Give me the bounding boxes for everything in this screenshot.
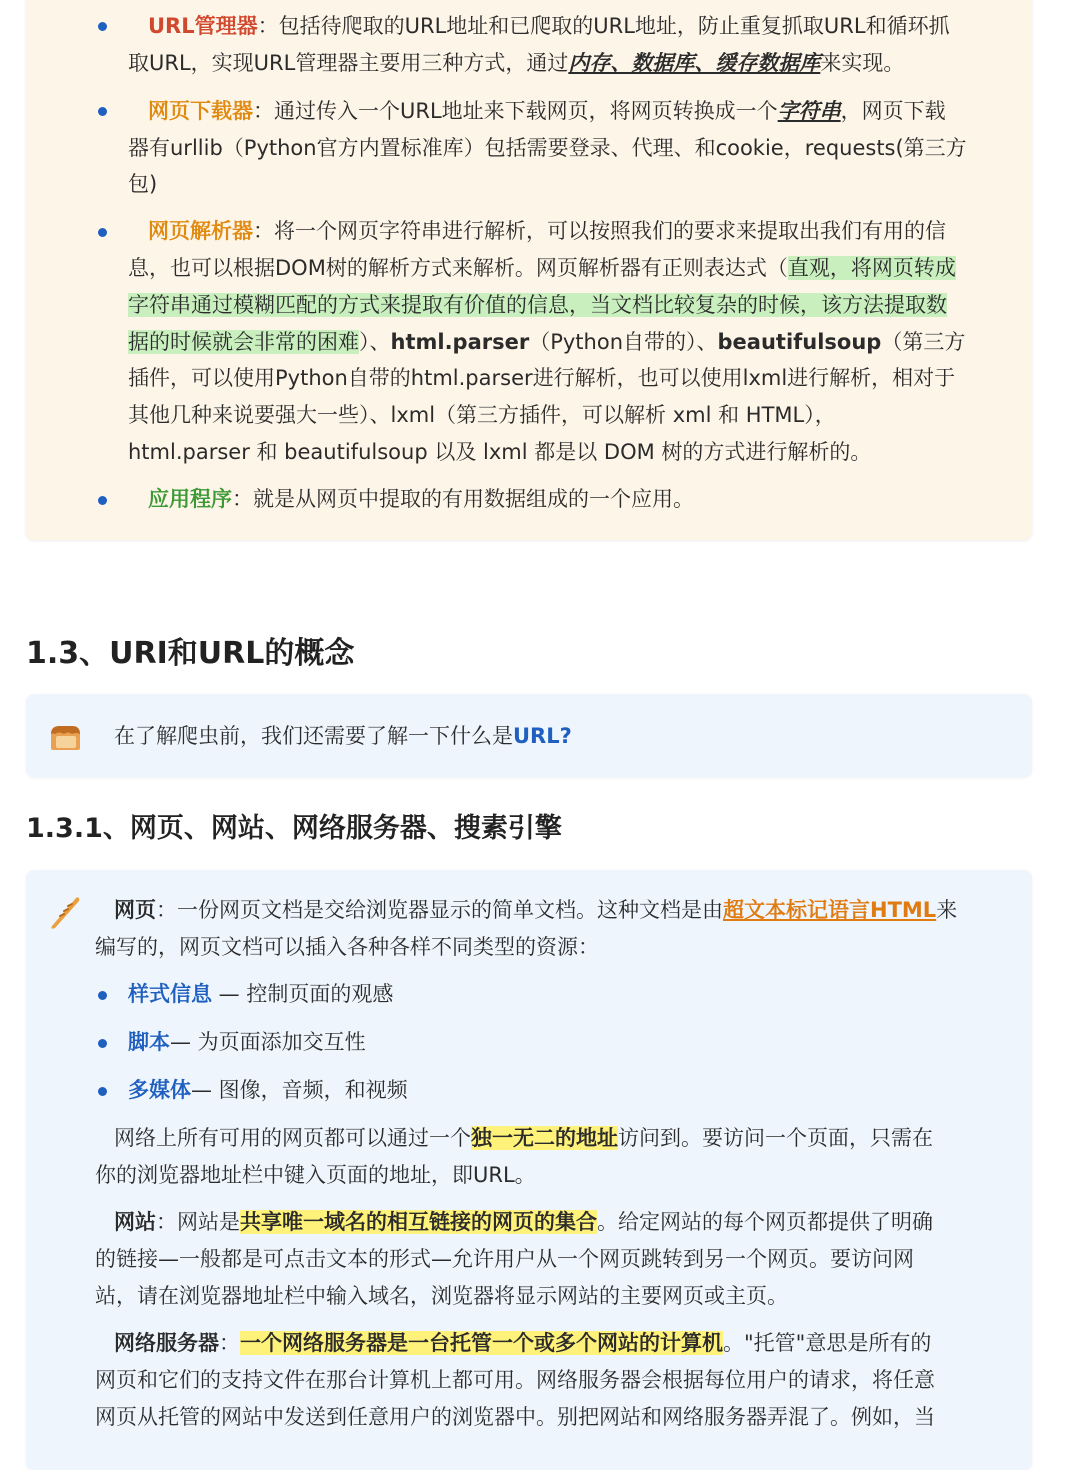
modules-item-parser-line2: 息，也可以根据DOM树的解析方式来解析。网页解析器有正则表达式（直观，将网页转成	[128, 256, 956, 280]
section-heading-uri-url: 1.3、URI和URL的概念	[26, 636, 355, 671]
modules-item-parser-line7: html.parser 和 beautifulsoup 以及 lxml 都是以 DOM 树的方式进行解析的。	[128, 440, 872, 464]
modules-item-url-manager-line1: URL管理器：包括待爬取的URL地址和已爬取的URL地址，防止重复抓取URL和循环抓	[148, 14, 950, 38]
modules-item-downloader-line2: 器有urllib（Python官方内置标准库）包括需要登录、代理、和cookie，requests(第三方	[128, 136, 967, 160]
webserver-line3: 网页从托管的网站中发送到任意用户的浏览器中。别把网站和网络服务器弄混了。例如，当	[95, 1405, 935, 1429]
bullet-dot	[98, 22, 107, 31]
resource-item-style: 样式信息 — 控制页面的观感	[128, 982, 394, 1006]
bullet-dot	[98, 228, 107, 237]
section-heading-web: 1.3.1、网页、网站、网络服务器、搜素引擎	[26, 813, 562, 844]
resource-item-media: 多媒体— 图像，音频，和视频	[128, 1078, 408, 1102]
html-link[interactable]: 超文本标记语言HTML	[723, 898, 937, 922]
bread-icon	[48, 722, 82, 757]
webpage-line1: 网页：一份网页文档是交给浏览器显示的简单文档。这种文档是由超文本标记语言HTML来	[114, 898, 958, 922]
bullet-dot	[98, 991, 107, 1000]
bullet-dot	[98, 107, 107, 116]
baguette-icon	[46, 894, 82, 935]
website-line2: 的链接—一般都是可点击文本的形式—允许用户从一个网页跳转到另一个网页。要访问网	[95, 1247, 914, 1271]
modules-item-downloader-line3: 包)	[128, 172, 158, 196]
resource-item-script: 脚本— 为页面添加交互性	[128, 1030, 366, 1054]
website-line3: 站，请在浏览器地址栏中输入域名，浏览器将显示网站的主要网页或主页。	[95, 1284, 788, 1308]
modules-item-downloader-line1: 网页下载器：通过传入一个URL地址来下载网页，将网页转换成一个字符串，网页下载	[148, 99, 946, 123]
webpage-para-line2: 你的浏览器地址栏中键入页面的地址，即URL。	[95, 1163, 536, 1187]
modules-item-parser-line1: 网页解析器：将一个网页字符串进行解析，可以按照我们的要求来提取出我们有用的信	[148, 219, 946, 243]
website-line1: 网站：网站是共享唯一域名的相互链接的网页的集合。给定网站的每个网页都提供了明确	[114, 1210, 933, 1234]
webserver-line2: 网页和它们的支持文件在那台计算机上都可用。网络服务器会根据每位用户的请求，将任意	[95, 1368, 935, 1392]
modules-item-parser-line6: 其他几种来说要强大一些）、lxml（第三方插件，可以解析 xml 和 HTML），	[128, 403, 836, 427]
bullet-dot	[98, 1087, 107, 1096]
tip-text: 在了解爬虫前，我们还需要了解一下什么是URL?	[114, 724, 572, 748]
modules-item-parser-line4: 据的时候就会非常的困难）、html.parser（Python自带的）、beautifulsoup（第三方	[128, 330, 966, 354]
modules-item-app-line1: 应用程序：就是从网页中提取的有用数据组成的一个应用。	[148, 487, 694, 511]
bullet-dot	[98, 1039, 107, 1048]
webpage-para-line1: 网络上所有可用的网页都可以通过一个独一无二的地址访问到。要访问一个页面，只需在	[114, 1126, 933, 1150]
modules-item-parser-line5: 插件，可以使用Python自带的html.parser进行解析，也可以使用lxml进行解析，相对于	[128, 366, 956, 390]
modules-item-url-manager-line2: 取URL，实现URL管理器主要用三种方式，通过内存、数据库、缓存数据库来实现。	[128, 51, 905, 75]
webserver-line1: 网络服务器：一个网络服务器是一台托管一个或多个网站的计算机。"托管"意思是所有的	[114, 1331, 932, 1355]
bullet-dot	[98, 496, 107, 505]
modules-item-parser-line3: 字符串通过模糊匹配的方式来提取有价值的信息，当文档比较复杂的时候，该方法提取数	[128, 293, 947, 317]
webpage-line2: 编写的，网页文档可以插入各种各样不同类型的资源：	[95, 935, 599, 959]
